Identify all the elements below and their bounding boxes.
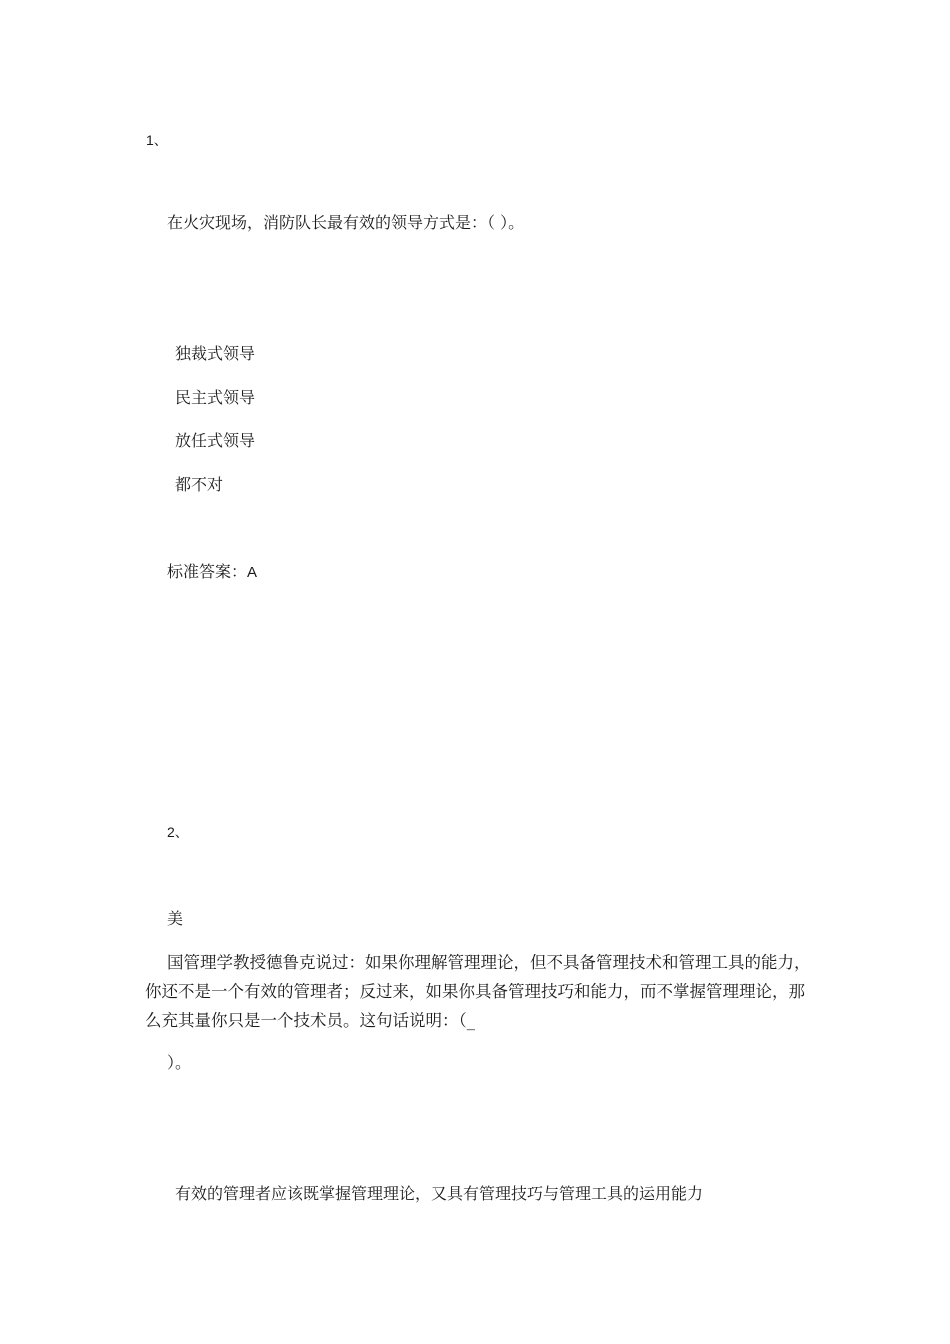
question-2-number: 2、: [167, 824, 189, 840]
question-1-option-c[interactable]: 放任式领导: [175, 431, 256, 450]
question-2-stem-first-char: 美: [167, 909, 184, 928]
question-2-stem: [145, 948, 815, 1035]
question-1-option-d[interactable]: 都不对: [175, 475, 224, 494]
answer-label: 标准答案：: [167, 562, 248, 581]
question-2-option-a[interactable]: 有效的管理者应该既掌握管理理论，又具有管理技巧与管理工具的运用能力: [175, 1184, 704, 1203]
question-2-stem-body: 国管理学教授德鲁克说过：如果你理解管理理论，但不具备管理技术和管理工具的能力，你还不是一个有效的管理者；反过来，如果你具备管理技巧和能力，而不掌握管理理论，那么充其量你只是一个技术员。这句话说明：（_: [145, 953, 811, 1030]
question-1-answer: [167, 562, 257, 583]
question-1-stem: 在火灾现场，消防队长最有效的领导方式是：（ ）。: [167, 213, 525, 232]
answer-value: A: [247, 564, 258, 581]
question-1-number: 1、: [146, 132, 168, 148]
question-1-option-b[interactable]: 民主式领导: [175, 388, 256, 407]
question-2-stem-tail: ）。: [167, 1053, 192, 1072]
question-1-option-a[interactable]: 独裁式领导: [175, 344, 256, 363]
